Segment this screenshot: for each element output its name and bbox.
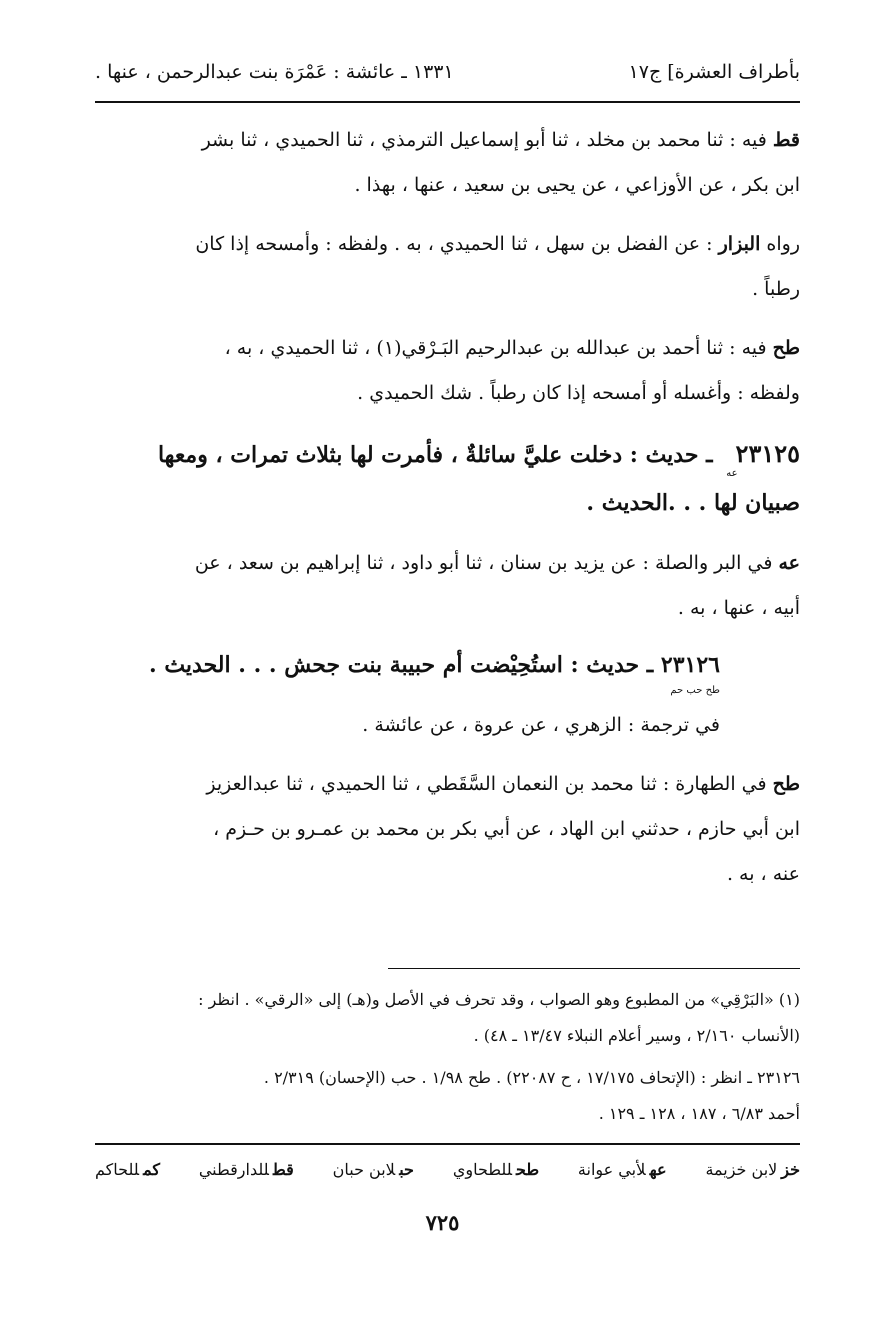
paragraph-tarjama — [95, 703, 800, 748]
paragraph-line: ابن أبي حازم ، حدثني ابن الهاد ، عن أبي بكر بن محمد بن عمـرو بن حـزم ، — [213, 818, 800, 840]
footnote-line: أحمد ٦/٨٣ ، ١٨٧ ، ١٢٨ ـ ١٢٩ . — [598, 1104, 800, 1123]
paragraph-line: في الطهارة : ثنا محمد بن النعمان السَّقَطي ، ثنا الحميدي ، ثنا عبدالعزيز — [206, 773, 773, 795]
source-abbr: عه — [778, 552, 800, 574]
source-abbr: طح — [772, 337, 800, 359]
running-header — [95, 52, 800, 92]
main-text — [95, 118, 800, 911]
paragraph-line: رطباً . — [752, 278, 800, 300]
paragraph-line: ولفظه : وأغسله أو أمسحه إذا كان رطباً . شك الحميدي . — [357, 382, 800, 404]
paragraph-qt — [95, 118, 800, 208]
paragraph-prefix: رواه — [760, 233, 800, 255]
footnotes — [95, 982, 800, 1138]
footnote-1 — [95, 982, 800, 1054]
hadith-23125 — [95, 430, 800, 527]
legend-item: عهلأبي عوانة — [577, 1160, 667, 1179]
paragraph-awana — [95, 541, 800, 631]
footnote-divider — [388, 968, 800, 969]
source-abbr: طح — [772, 773, 800, 795]
hadith-number: ٢٣١٢٦ — [660, 652, 720, 678]
legend-item: خزلابن خزيمة — [705, 1160, 800, 1179]
paragraph-tahara — [95, 762, 800, 897]
hadith-number: ٢٣١٢٥ — [735, 439, 800, 468]
footnote-23126 — [95, 1060, 800, 1132]
legend-item: قطللدارقطني — [198, 1160, 294, 1179]
source-abbr: البزار — [718, 233, 761, 255]
legend-item: طحللطحاوي — [452, 1160, 540, 1179]
hadith-sources: طح حب حم — [670, 685, 720, 696]
legend-item: كمللحاكم — [95, 1160, 160, 1179]
footnote-line: (١) «البَرْقِي» من المطبوع وهو الصواب ، وقد تحرف في الأصل و(هـ) إلى «الرقي» . انظر : — [198, 990, 800, 1009]
paragraph-line: فيه : ثنا أحمد بن عبدالله بن عبدالرحيم البَـرْقي(١) ، ثنا الحميدي ، به ، — [224, 337, 773, 359]
hadith-text: ـ حديث : استُحِيْضت أم حبيبة بنت جحش . . . الحديث . — [149, 652, 661, 678]
paragraph-line: في البر والصلة : عن يزيد بن سنان ، ثنا أبو داود ، ثنا إبراهيم بن سعد ، عن — [194, 552, 779, 574]
footnote-line: ٢٣١٢٦ ـ انظر : (الإتحاف ١٧/١٧٥ ، ح ٢٢٠٨٧) . طح ١/٩٨ . حب (الإحسان) ٢/٣١٩ . — [263, 1068, 800, 1087]
legend-item: حبلابن حبان — [332, 1160, 414, 1179]
paragraph-line: عنه ، به . — [726, 863, 800, 885]
hadith-sources: عه — [726, 468, 738, 479]
paragraph-line: : عن الفضل بن سهل ، ثنا الحميدي ، به . ولفظه : وأمسحه إذا كان — [195, 233, 719, 255]
source-abbr: قط — [772, 129, 800, 151]
paragraph-line: في ترجمة : الزهري ، عن عروة ، عن عائشة . — [362, 714, 720, 736]
page-number: ٧٢٥ — [425, 1210, 460, 1235]
header-section-title: ١٣٣١ ـ عائشة : عَمْرَة بنت عبدالرحمن ، عنها . — [95, 60, 454, 83]
header-book-title: بأطراف العشرة] ج١٧ — [628, 60, 800, 83]
paragraph-th — [95, 326, 800, 416]
paragraph-line: ابن بكر ، عن الأوزاعي ، عن يحيى بن سعيد ، عنها ، بهذا . — [354, 174, 800, 196]
abbreviation-legend — [95, 1152, 800, 1188]
legend-divider — [95, 1143, 800, 1145]
paragraph-line: أبيه ، عنها ، به . — [677, 597, 800, 619]
hadith-text: صبيان لها . . .الحديث . — [586, 490, 800, 516]
hadith-23126 — [95, 645, 800, 685]
paragraph-line: فيه : ثنا محمد بن مخلد ، ثنا أبو إسماعيل الترمذي ، ثنا الحميدي ، ثنا بشر — [201, 129, 773, 151]
footnote-line: (الأنساب ٢/١٦٠ ، وسير أعلام النبلاء ١٣/٤٧ ـ ٤٨) . — [473, 1026, 800, 1045]
hadith-text: ـ حديث : دخلت عليَّ سائلةٌ ، فأمرت لها بثلاث تمرات ، ومعها — [157, 442, 721, 468]
paragraph-bazzar — [95, 222, 800, 312]
header-divider — [95, 101, 800, 103]
